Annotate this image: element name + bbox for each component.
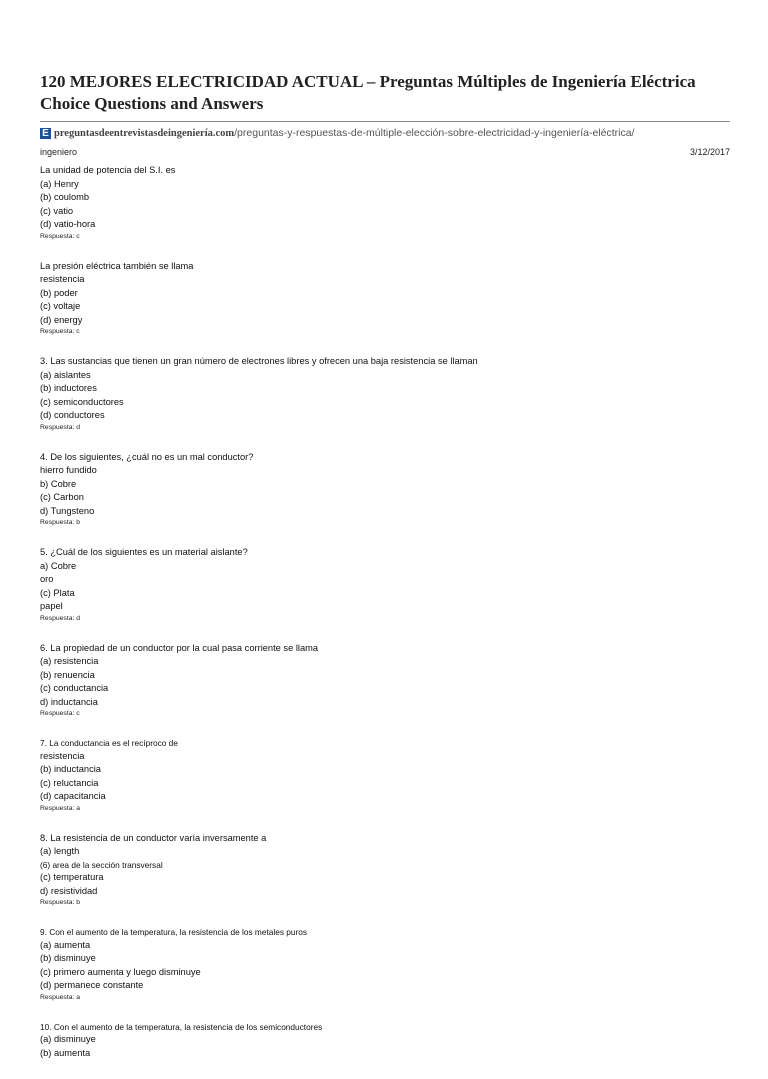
answer-option: (b) inductancia: [40, 764, 101, 774]
question-text: 5. ¿Cuál de los siguientes es un material aislante?: [40, 547, 248, 557]
question-block: [40, 926, 730, 1002]
answer-option: (a) resistencia: [40, 656, 99, 666]
answer-option: (a) length: [40, 846, 80, 856]
question-block: [40, 642, 730, 719]
question-block: [40, 1021, 730, 1061]
title-divider: [40, 121, 730, 122]
answer-option: (d) vatio-hora: [40, 219, 96, 229]
answer-option: (6) area de la sección transversal: [40, 859, 163, 870]
answer-option: (d) permanece constante: [40, 980, 144, 990]
question-text: 4. De los siguientes, ¿cuál no es un mal conductor?: [40, 451, 254, 462]
source-link[interactable]: [40, 126, 730, 140]
answer-option: resistencia: [40, 274, 85, 284]
answer-option: (d) conductores: [40, 410, 105, 420]
question-block: [40, 737, 730, 813]
source-domain[interactable]: preguntasdeentrevistasdeingeniería.com: [54, 127, 235, 139]
answer-key: Respuesta: d: [40, 614, 81, 622]
answer-option: (c) primero aumenta y luego disminuye: [40, 966, 201, 977]
answer-option: (a) Henry: [40, 178, 79, 189]
answer-option: (b) aumenta: [40, 1047, 91, 1058]
date: 3/12/2017: [689, 147, 730, 157]
answer-option: d) Tungsteno: [40, 505, 95, 516]
question-text: 3. Las sustancias que tienen un gran número de electrones libres y ofrecen una baja resistencia se llaman: [40, 356, 478, 366]
question-text: La presión eléctrica también se llama: [40, 260, 194, 271]
answer-key: Respuesta: b: [40, 899, 81, 906]
question-text: 7. La conductancia es el recíproco de: [40, 738, 178, 748]
document-title: [40, 71, 730, 115]
answer-option: (c) temperatura: [40, 872, 104, 882]
answer-option: (b) poder: [40, 287, 78, 298]
answer-option: (c) reluctancia: [40, 777, 99, 788]
answer-option: (d) capacitancia: [40, 791, 106, 801]
title-line-2: Choice Questions and Answers: [40, 94, 264, 113]
answer-key: Respuesta: c: [40, 232, 80, 240]
answer-key: Respuesta: a: [40, 804, 81, 812]
document-page: [40, 71, 730, 1079]
answer-option: a) Cobre: [40, 560, 77, 571]
answer-option: (d) energy: [40, 314, 83, 325]
title-line-1: 120 MEJORES ELECTRICIDAD ACTUAL – Preguntas Múltiples de Ingeniería Eléctrica: [40, 72, 696, 91]
answer-option: papel: [40, 601, 63, 611]
answer-option: (b) disminuye: [40, 953, 96, 963]
answer-key: Respuesta: b: [40, 519, 81, 526]
answer-option: (a) aislantes: [40, 369, 91, 380]
meta-row: [40, 147, 730, 158]
answer-option: b) Cobre: [40, 478, 77, 489]
answer-option: (c) vatio: [40, 205, 74, 216]
answer-option: (b) inductores: [40, 383, 97, 393]
source-path[interactable]: /preguntas-y-respuestas-de-múltiple-elección-sobre-electricidad-y-ingeniería-eléctrica/: [234, 127, 635, 139]
answer-key: Respuesta: a: [40, 993, 81, 1001]
answer-option: oro: [40, 574, 54, 584]
question-block: [40, 451, 730, 528]
question-text: 6. La propiedad de un conductor por la cual pasa corriente se llama: [40, 642, 319, 653]
answer-option: hierro fundido: [40, 465, 97, 475]
site-logo-icon: E: [40, 128, 51, 139]
question-block: [40, 260, 730, 337]
answer-option: (b) renuencia: [40, 669, 95, 680]
question-block: [40, 164, 730, 241]
answer-key: Respuesta: d: [40, 423, 81, 431]
question-block: [40, 355, 730, 432]
question-text: 8. La resistencia de un conductor varía inversamente a: [40, 832, 267, 843]
answer-key: Respuesta: c: [40, 710, 80, 717]
answer-option: (a) disminuye: [40, 1034, 96, 1044]
author: ingeniero: [40, 147, 78, 157]
answer-option: (c) conductancia: [40, 683, 109, 693]
answer-option: (c) semiconductores: [40, 396, 124, 407]
question-text: 10. Con el aumento de la temperatura, la resistencia de los semiconductores: [40, 1021, 323, 1032]
answer-option: (c) Carbon: [40, 492, 84, 502]
question-text: La unidad de potencia del S.I. es: [40, 165, 176, 175]
question-block: [40, 832, 730, 908]
answer-option: d) inductancia: [40, 696, 98, 707]
answer-key: Respuesta: c: [40, 328, 80, 335]
question-list: [40, 164, 730, 1060]
question-text: 9. Con el aumento de la temperatura, la resistencia de los metales puros: [40, 927, 308, 937]
answer-option: d) resistividad: [40, 885, 98, 896]
answer-option: resistencia: [40, 750, 85, 761]
answer-option: (c) voltaje: [40, 301, 81, 311]
answer-option: (a) aumenta: [40, 939, 91, 950]
answer-option: (c) Plata: [40, 587, 75, 598]
question-block: [40, 546, 730, 623]
answer-option: (b) coulomb: [40, 192, 90, 202]
